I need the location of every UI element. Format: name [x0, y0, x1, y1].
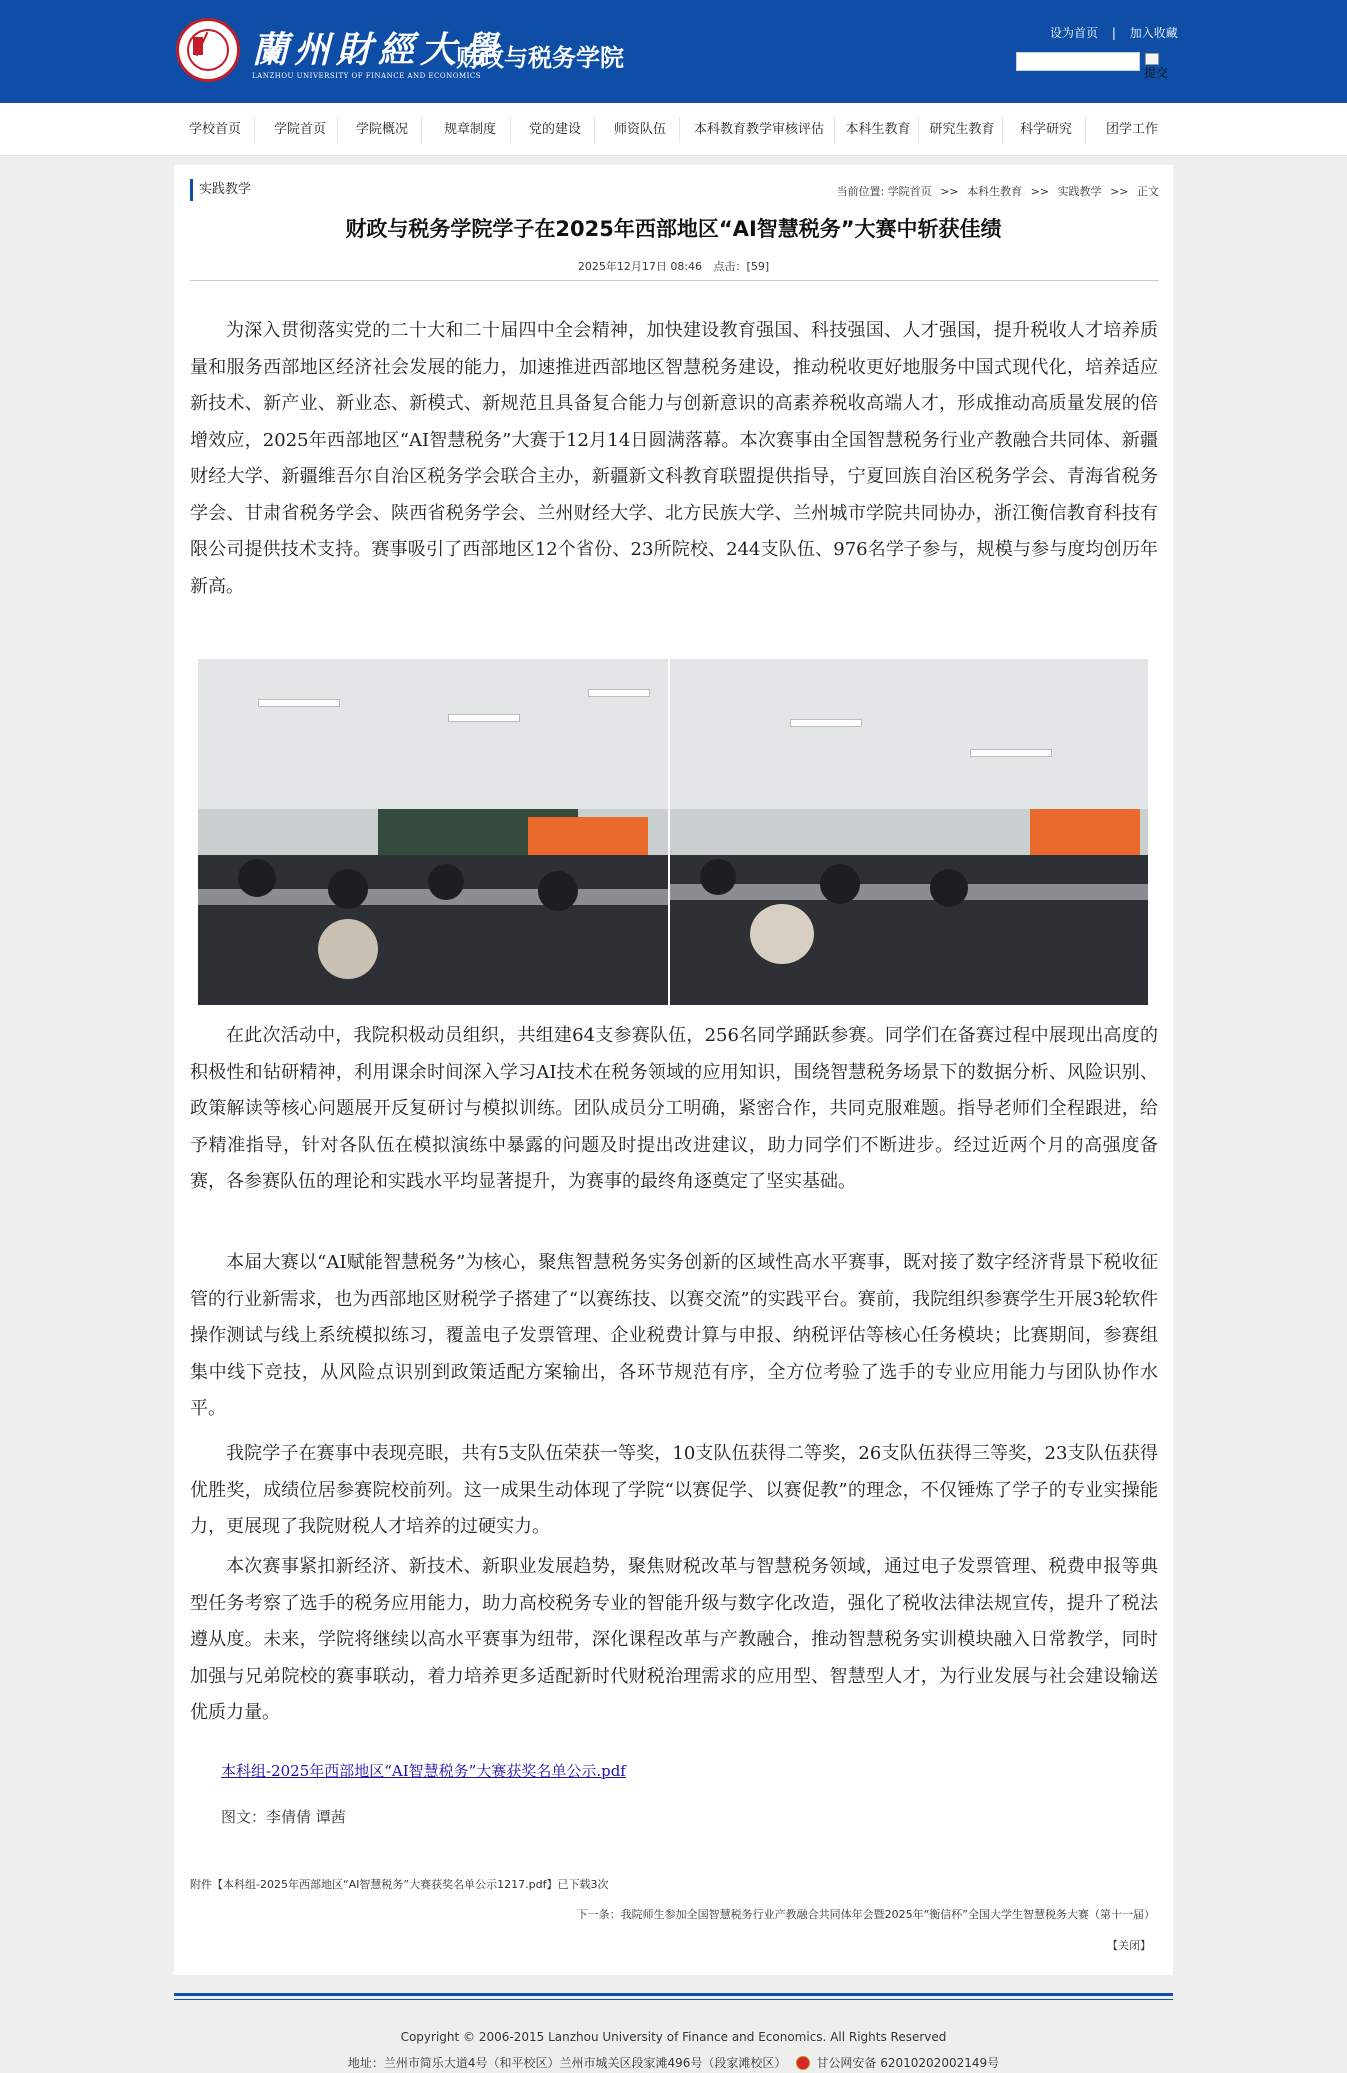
- nav-item-college-home[interactable]: 学院首页: [263, 117, 338, 143]
- click-count-label: 点击：: [713, 260, 747, 273]
- nav-item-party[interactable]: 党的建设: [516, 117, 595, 143]
- photo-ceiling-lamp: [970, 749, 1052, 757]
- copyright-text: Copyright © 2006-2015 Lanzhou University of Finance and Economics. All Rights Reserved: [400, 2030, 947, 2044]
- breadcrumb-sep: >>: [1030, 185, 1050, 198]
- photo-desk-row: [670, 884, 1148, 900]
- breadcrumb-sep: >>: [1110, 185, 1129, 198]
- nav-item-regulations[interactable]: 规章制度: [430, 117, 511, 143]
- nav-item-faculty[interactable]: 师资队伍: [601, 117, 680, 143]
- photo-student-head: [238, 859, 276, 897]
- set-home-link[interactable]: 设为首页: [1050, 26, 1099, 40]
- breadcrumb-prefix: 当前位置:: [836, 185, 885, 198]
- photo-ceiling-lamp: [448, 714, 520, 722]
- photo-ceiling-lamp: [790, 719, 862, 727]
- event-photo-left: [198, 659, 668, 1005]
- attachment-download-info[interactable]: 附件【本科组-2025年西部地区“AI智慧税务”大赛获奖名单公示1217.pdf】已下载3次: [190, 1878, 609, 1891]
- top-links-separator: |: [1111, 26, 1116, 40]
- nav-item-overview[interactable]: 学院概况: [343, 117, 422, 143]
- article-title: 财政与税务学院学子在2025年西部地区“AI智慧税务”大赛中斩获佳绩: [345, 217, 1002, 241]
- attachment-link[interactable]: 本科组-2025年西部地区“AI智慧税务”大赛获奖名单公示.pdf: [221, 1762, 626, 1780]
- photo-ceiling: [198, 659, 668, 809]
- breadcrumb: [836, 183, 1159, 199]
- photo-ceiling-lamp: [588, 689, 650, 697]
- nav-item-graduate[interactable]: 研究生教育: [922, 117, 1003, 143]
- police-badge-icon: [796, 2056, 810, 2070]
- college-name: 财政与税务学院: [456, 44, 624, 72]
- photo-student-head: [328, 869, 368, 909]
- add-favorite-link[interactable]: 加入收藏: [1129, 26, 1178, 40]
- event-photo-right: [670, 659, 1148, 1005]
- section-label: 实践教学: [190, 179, 251, 201]
- photo-ceiling-lamp: [258, 699, 340, 707]
- photo-student-head: [428, 864, 464, 900]
- photo-ceiling: [670, 659, 1148, 809]
- footer-divider-thin: [174, 1999, 1173, 2000]
- search-submit-label: 提交: [1144, 66, 1169, 80]
- click-count: [59]: [746, 260, 770, 273]
- article-paragraph-2: 在此次活动中，我院积极动员组织，共组建64支参赛队伍，256名同学踊跃参赛。同学们在备赛过程中展现出高度的积极性和钻研精神，利用课余时间深入学习AI技术在税务领域的应用知识，围绕智慧税务场景下的数据分析、风险识别、政策解读等核心问题展开反复研讨与模拟训练。团队成员分工明确，紧密合作，共同克服难题。指导老师们全程跟进，给予精准指导，针对各队伍在模拟演练中暴露的问题及时提出改进建议，助力同学们不断进步。经过近两个月的高强度备赛，各参赛队伍的理论和实践水平均显著提升，为赛事的最终角逐奠定了坚实基础。: [190, 1025, 1158, 1192]
- main-nav: [0, 103, 1347, 156]
- breadcrumb-sep: >>: [940, 185, 959, 198]
- search-input[interactable]: [1016, 52, 1140, 71]
- photo-projector-screen: [1030, 809, 1140, 861]
- event-photos: [198, 659, 1148, 1005]
- article-panel: [174, 165, 1173, 1975]
- university-seal-logo[interactable]: [176, 18, 240, 82]
- footer-divider: [174, 1993, 1173, 1996]
- photo-student-head: [820, 864, 860, 904]
- breadcrumb-item-current: 正文: [1137, 185, 1159, 198]
- university-english-name: LANZHOU UNIVERSITY OF FINANCE AND ECONOMICS: [252, 72, 482, 80]
- nav-item-school-home[interactable]: 学校首页: [176, 117, 255, 143]
- footer-address: 地址：兰州市简乐大道4号（和平校区）兰州市城关区段家滩496号（段家滩校区）: [347, 2056, 787, 2070]
- article-paragraph-4: 我院学子在赛事中表现亮眼，共有5支队伍荣获一等奖，10支队伍获得二等奖，26支队伍获得三等奖，23支队伍获得优胜奖，成绩位居参赛院校前列。这一成果生动体现了学院“以赛促学、以赛促教”的理念，不仅锤炼了学子的专业实操能力，更展现了我院财税人才培养的过硬实力。: [190, 1443, 1158, 1537]
- university-name-logo[interactable]: 蘭州財經大學: [252, 29, 505, 71]
- photo-students: [670, 855, 1148, 1005]
- photo-student-head: [750, 904, 814, 964]
- article-author: 图文：李倩倩 谭茜: [221, 1808, 346, 1826]
- photo-student-head: [930, 869, 968, 907]
- article-paragraph-1: 为深入贯彻落实党的二十大和二十届四中全会精神，加快建设教育强国、科技强国、人才强国，提升税收人才培养质量和服务西部地区经济社会发展的能力，加速推进西部地区智慧税务建设，推动税收更好地服务中国式现代化，培养适应新技术、新产业、新业态、新模式、新规范且具备复合能力与创新意识的高素养税收高端人才，形成推动高质量发展的倍增效应，2025年西部地区“AI智慧税务”大赛于12月14日圆满落幕。本次赛事由全国智慧税务行业产教融合共同体、新疆财经大学、新疆维吾尔自治区税务学会联合主办，新疆新文科教育联盟提供指导，宁夏回族自治区税务学会、青海省税务学会、甘肃省税务学会、陕西省税务学会、兰州财经大学、北方民族大学、兰州城市学院共同协办，浙江衡信教育科技有限公司提供技术支持。赛事吸引了西部地区12个省份、23所院校、244支队伍、976名学子参与，规模与参与度均创历年新高。: [190, 320, 1158, 597]
- nav-item-student-work[interactable]: 团学工作: [1105, 122, 1158, 137]
- site-header: [0, 0, 1347, 103]
- nav-item-research[interactable]: 科学研究: [1007, 117, 1086, 143]
- next-article-link[interactable]: 下一条：我院师生参加全国智慧税务行业产教融合共同体年会暨2025年“衡信杯”全国大学生智慧税务大赛（第十一届）: [576, 1908, 1155, 1921]
- close-button[interactable]: 【关闭】: [1107, 1939, 1151, 1952]
- breadcrumb-item-undergrad[interactable]: 本科生教育: [967, 185, 1023, 198]
- article-date: 2025年12月17日 08:46: [577, 260, 703, 273]
- footer-address-line: [0, 2054, 1347, 2071]
- breadcrumb-bar: [190, 179, 1159, 201]
- photo-student-head: [538, 871, 578, 911]
- search-submit-button[interactable]: [1144, 52, 1170, 78]
- breadcrumb-item-practice[interactable]: 实践教学: [1057, 185, 1102, 198]
- article-paragraph-5: 本次赛事紧扣新经济、新技术、新职业发展趋势，聚焦财税改革与智慧税务领域，通过电子发票管理、税费申报等典型任务考察了选手的税务应用能力，助力高校税务专业的智能升级与数字化改造，强化了税收法律法规宣传，提升了税法遵从度。未来，学院将继续以高水平赛事为纽带，深化课程改革与产教融合，推动智慧税务实训模块融入日常教学，同时加强与兄弟院校的赛事联动，着力培养更多适配新时代财税治理需求的应用型、智慧型人才，为行业发展与社会建设输送优质力量。: [190, 1556, 1158, 1723]
- top-links: [1050, 24, 1178, 41]
- nav-item-undergrad[interactable]: 本科生教育: [838, 117, 919, 143]
- title-divider: [190, 280, 1159, 281]
- photo-student-head: [318, 919, 378, 979]
- nav-item-undergrad-audit[interactable]: 本科教育教学审核评估: [684, 117, 835, 143]
- footer-icp[interactable]: 甘公网安备 62010202002149号: [816, 2056, 1000, 2070]
- article-paragraph-3: 本届大赛以“AI赋能智慧税务”为核心，聚焦智慧税务实务创新的区域性高水平赛事，既对接了数字经济背景下税收征管的行业新需求，也为西部地区财税学子搭建了“以赛练技、以赛交流”的实践平台。赛前，我院组织参赛学生开展3轮软件操作测试与线上系统模拟练习，覆盖电子发票管理、企业税费计算与申报、纳税评估等核心任务模块；比赛期间，参赛组集中线下竞技，从风险点识别到政策适配方案输出，各环节规范有序，全方位考验了选手的专业应用能力与团队协作水平。: [190, 1252, 1158, 1419]
- photo-student-head: [700, 859, 736, 895]
- article-meta: [174, 258, 1173, 274]
- breadcrumb-item-college-home[interactable]: 学院首页: [887, 185, 932, 198]
